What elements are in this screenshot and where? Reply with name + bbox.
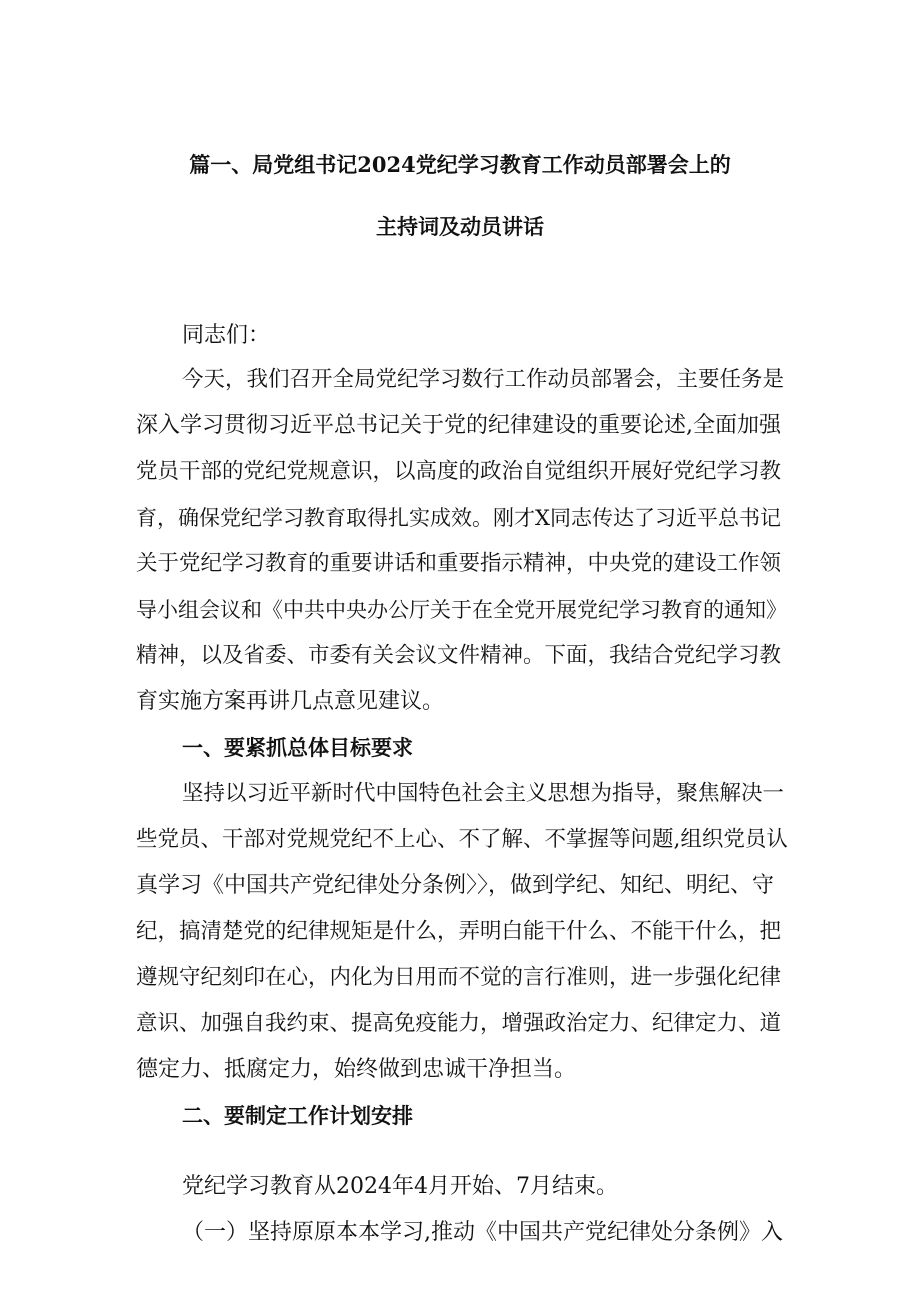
paragraph-4-line: （一）坚持原原本本学习,推动《中国共产党纪律处分条例》入: [182, 1220, 783, 1245]
paragraph-1-line: 导小组会议和《中共中央办公厅关于在全党开展党纪学习教育的通知》: [136, 598, 787, 622]
document-title-line-1: 篇一、局党组书记2024党纪学习教育工作动员部署会上的: [189, 152, 731, 177]
paragraph-1-line: 精神，以及省委、市委有关会议文件精神。下面，我结合党纪学习教: [136, 643, 782, 668]
paragraph-1-line: 关于党纪学习教育的重要讲话和重要指示精神，中央党的建设工作领: [136, 551, 782, 576]
paragraph-2-line: 些党员、干部对党规党纪不上心、不了解、不掌握等问题,组织党员认: [136, 827, 788, 852]
salutation: 同志们：: [182, 323, 271, 348]
paragraph-1-line: 育实施方案再讲几点意见建议。: [136, 689, 445, 714]
paragraph-1-line: 深入学习贯彻习近平总书记关于党的纪律建设的重要论述,全面加强: [136, 413, 781, 438]
paragraph-2-line: 坚持以习近平新时代中国特色社会主义思想为指导，聚焦解决一: [182, 781, 785, 806]
paragraph-1-line: 党员干部的党纪党规意识，以高度的政治自觉组织开展好党纪学习教: [136, 459, 782, 484]
paragraph-2-line: 意识、加强自我约束、提高免疫能力，增强政治定力、纪律定力、道: [136, 1011, 782, 1036]
paragraph-3: 党纪学习教育从2024年4月开始、7月结束。: [182, 1174, 618, 1199]
section-heading-1: 一、要紧抓总体目标要求: [182, 735, 413, 760]
paragraph-2-line: 德定力、抵腐定力，始终做到忠诚干净担当。: [136, 1057, 577, 1082]
paragraph-2-line: 真学习《中国共产党纪律处分条例〉〉，做到学纪、知纪、明纪、守: [136, 873, 775, 898]
paragraph-1-line: 育，确保党纪学习教育取得扎实成效。刚才X同志传达了习近平总书记: [136, 506, 781, 530]
paragraph-1-line: 今天，我们召开全局党纪学习数行工作动员部署会，主要任务是: [182, 367, 785, 392]
document-title-line-2: 主持词及动员讲话: [376, 214, 544, 239]
paragraph-2-line: 纪，搞清楚党的纪律规矩是什么，弄明白能干什么、不能干什么，把: [136, 919, 782, 944]
section-heading-2: 二、要制定工作计划安排: [182, 1103, 413, 1128]
paragraph-2-line: 遵规守纪刻印在心，内化为日用而不觉的言行准则，进一步强化纪律: [136, 965, 782, 990]
